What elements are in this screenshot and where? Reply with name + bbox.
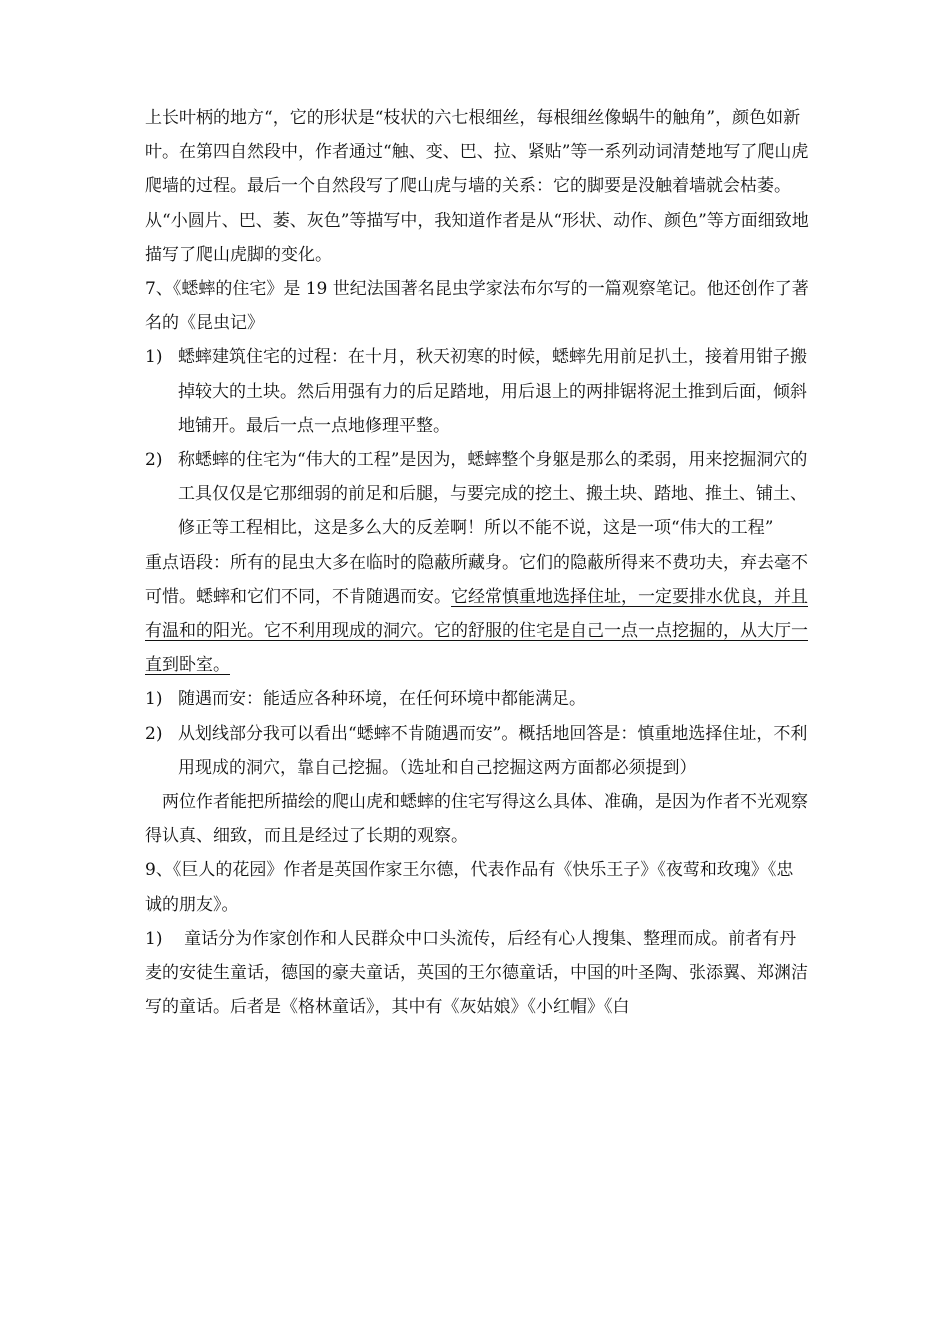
paragraph-fairy-tale-text: 童话分为作家创作和人民群众中口头流传，后经有心人搜集、整理而成。前者有丹麦的安徒生童话，德国的豪夫童话，英国的王尔德童话，中国的叶圣陶、张添翼、郑渊洁写的童话。后者是《格林童话》，其中有《灰姑娘》《小红帽》《白 (145, 928, 808, 1018)
paragraph-climbing-ivy: 上长叶柄的地方“，它的形状是“枝状的六七根细丝，每根细丝像蜗牛的触角”，颜色如新叶。在第四自然段中，作者通过“触、变、巴、拉、紧贴”等一系列动词清楚地写了爬山虎爬墙的过程。最后一个自然段写了爬山虎与墙的关系：它的脚要是没触着墙就会枯萎。从“小圆片、巴、萎、灰色”等描写中，我知道作者是从“形状、动作、颜色”等方面细致地描写了爬山虎脚的变化。 (145, 108, 809, 265)
item-text: 蟋蟀建筑住宅的过程：在十月，秋天初寒的时候，蟋蟀先用前足扒土，接着用钳子搬掉较大的土块。然后用强有力的后足踏地，用后退上的两排锯将泥土推到后面，倾斜地铺开。最后一点一点地修理平整。 (178, 347, 807, 436)
paragraph-key-passage (145, 546, 810, 683)
paragraph-giant-garden: 9、《巨人的花园》作者是英国作家王尔德，代表作品有《快乐王子》《夜莺和玫瑰》《忠诚的朋友》。 (145, 860, 794, 915)
underlined-passage: 它经常慎重地选择住址，一定要排水优良，并且有温和的阳光。它不利用现成的洞穴。它的舒服的住宅是自己一点一点挖掘的，从大厅一直到卧室。 (145, 586, 808, 676)
key-passage-text: 重点语段：所有的昆虫大多在临时的隐蔽所藏身。它们的隐蔽所得来不费功夫，弃去毫不可惜。蟋蟀和它们不同，不肯随遇而安。 (145, 552, 808, 607)
list-item (145, 717, 810, 785)
list-item (145, 443, 810, 546)
item-text: 随遇而安：能适应各种环境，在任何环境中都能满足。 (178, 689, 586, 710)
paragraph-fairy-tale (145, 922, 810, 1025)
item-text: 从划线部分我可以看出“蟋蟀不肯随遇而安”。概括地回答是：慎重地选择住址，不利用现成的洞穴，靠自己挖掘。（选址和自己挖掘这两方面都必须提到） (178, 723, 808, 778)
list-item (145, 340, 810, 443)
item-number: 1) (145, 347, 163, 368)
list-item (145, 682, 810, 716)
item-number: 1) (145, 689, 163, 710)
item-text: 称蟋蟀的住宅为“伟大的工程”是因为，蟋蟀整个身躯是那么的柔弱，用来挖掘洞穴的工具仅仅是它那细弱的前足和后腿，与要完成的挖土、搬土块、踏地、推土、铺土、修正等工程相比，这是多么大的反差啊！所以不能不说，这是一项“伟大的工程” (178, 450, 808, 539)
item-number: 2) (145, 450, 163, 471)
item-number: 1) (145, 928, 163, 949)
item-number: 2) (145, 723, 163, 744)
paragraph-cricket-house-intro: 7、《蟋蟀的住宅》是 19 世纪法国著名昆虫学家法布尔写的一篇观察笔记。他还创作了著名的《昆虫记》 (145, 279, 809, 334)
paragraph-observation-summary: 两位作者能把所描绘的爬山虎和蟋蟀的住宅写得这么具体、准确，是因为作者不光观察得认真、细致，而且是经过了长期的观察。 (145, 792, 808, 847)
